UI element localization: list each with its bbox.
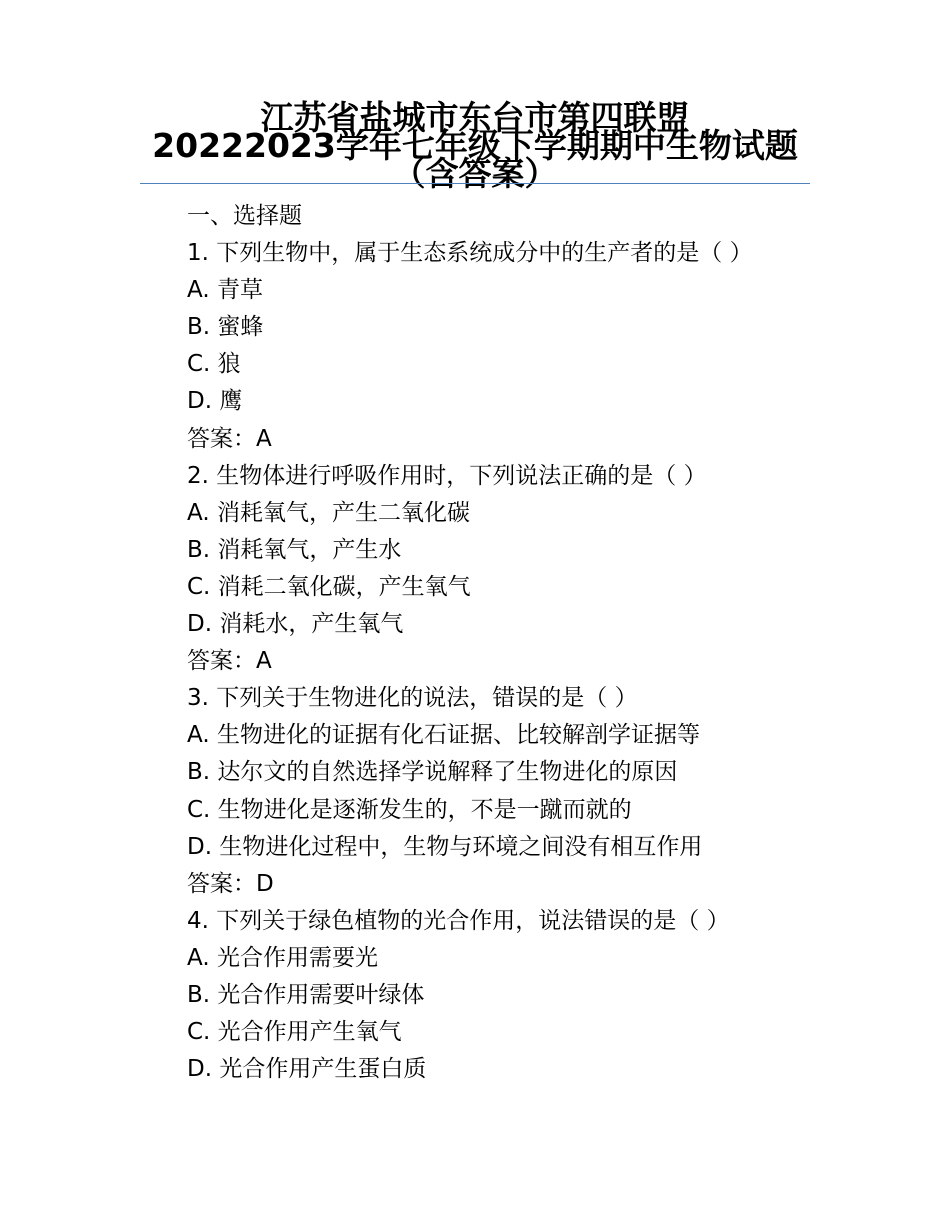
option-d: D. 生物进化过程中，生物与环境之间没有相互作用 [187,833,703,860]
question-stem: 3. 下列关于生物进化的说法，错误的是（ ） [187,685,638,712]
option-c: C. 光合作用产生氧气 [187,1019,402,1046]
question-3 [187,680,827,903]
question-stem: 1. 下列生物中，属于生态系统成分中的生产者的是（ ） [187,240,753,267]
answer: 答案：A [187,425,272,452]
option-a: A. 光合作用需要光 [187,944,378,971]
title-line-3: （含答案） [392,154,558,193]
option-b: B. 蜜蜂 [187,314,264,341]
option-a: A. 生物进化的证据有化石证据、比较解剖学证据等 [187,722,700,749]
option-c: C. 生物进化是逐渐发生的，不是一蹴而就的 [187,796,632,823]
option-d: D. 消耗水，产生氧气 [187,611,404,638]
option-b: B. 达尔文的自然选择学说解释了生物进化的原因 [187,759,678,786]
option-a: A. 青草 [187,277,263,304]
option-d: D. 鹰 [187,388,243,415]
title-line-1: 江苏省盐城市东台市第四联盟 [260,98,690,137]
option-b: B. 光合作用需要叶绿体 [187,981,425,1008]
title-line-2: 20222023学年七年级下学期期中生物试题 [152,126,798,165]
question-stem: 4. 下列关于绿色植物的光合作用，说法错误的是（ ） [187,907,730,934]
question-1 [187,235,827,458]
question-4 [187,903,827,1088]
option-b: B. 消耗氧气，产生水 [187,536,402,563]
option-a: A. 消耗氧气，产生二氧化碳 [187,499,470,526]
document-body [187,198,827,1088]
question-2 [187,458,827,681]
option-d: D. 光合作用产生蛋白质 [187,1056,427,1083]
answer: 答案：A [187,648,272,675]
option-c: C. 消耗二氧化碳，产生氧气 [187,573,471,600]
option-c: C. 狼 [187,351,241,378]
question-stem: 2. 生物体进行呼吸作用时，下列说法正确的是（ ） [187,462,707,489]
answer: 答案：D [187,870,274,897]
section-heading: 一、选择题 [187,203,302,229]
document-title [140,98,810,193]
title-divider [140,183,810,184]
